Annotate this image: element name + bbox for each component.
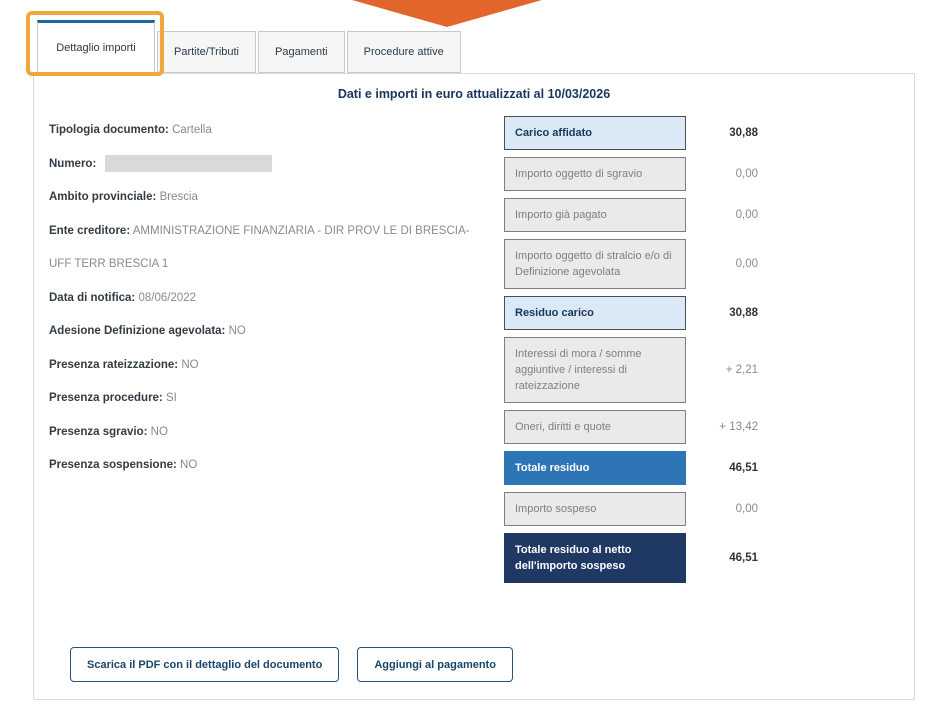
tab-procedure-attive[interactable]: Procedure attive [347, 31, 461, 73]
tab-pagamenti[interactable]: Pagamenti [258, 31, 345, 73]
amount-label: Oneri, diritti e quote [504, 410, 686, 444]
detail-value: NO [228, 325, 246, 337]
detail-value: 08/06/2022 [138, 291, 197, 304]
detail-value: AMMINISTRAZIONE FINANZIARIA - DIR PROV LE DI BRESCIA-UFF TERR BRESCIA 1 [49, 224, 470, 270]
document-details [49, 114, 489, 483]
detail-label: Presenza sospensione: [49, 459, 177, 471]
tab-bar [37, 20, 463, 73]
amount-label: Totale residuo [504, 451, 686, 485]
amount-row-gia-pagato [504, 198, 764, 232]
detail-label: Ambito provinciale: [49, 191, 157, 203]
action-buttons [70, 647, 513, 682]
detail-value: NO [181, 358, 199, 371]
amount-label: Carico affidato [504, 116, 686, 150]
amount-value: 0,00 [735, 503, 758, 515]
detail-value: Cartella [172, 124, 212, 136]
amount-value: + 13,42 [719, 421, 758, 433]
detail-label: Adesione Definizione agevolata: [49, 325, 226, 337]
detail-ente-creditore [49, 215, 489, 282]
amount-row-importo-sospeso [504, 492, 764, 526]
detail-label: Tipologia documento: [49, 124, 169, 136]
amount-value: 46,51 [729, 462, 758, 474]
detail-value: NO [150, 425, 168, 438]
amount-value: 46,51 [729, 552, 758, 564]
redacted-value-box [105, 155, 272, 172]
detail-tipologia-documento [49, 114, 489, 148]
amount-value: 30,88 [729, 307, 758, 319]
detail-numero [49, 148, 489, 182]
detail-label: Data di notifica: [49, 291, 136, 304]
detail-label: Ente creditore: [49, 224, 131, 237]
detail-presenza-sgravio [49, 416, 489, 450]
amount-label: Totale residuo al netto dell'importo sospeso [504, 533, 686, 583]
detail-ambito-provinciale [49, 181, 489, 215]
add-to-payment-button[interactable]: Aggiungi al pagamento [357, 647, 513, 682]
amount-value: 0,00 [735, 168, 758, 180]
detail-value: Brescia [159, 191, 198, 203]
amount-label: Importo oggetto di sgravio [504, 157, 686, 191]
detail-label: Numero: [49, 157, 97, 170]
detail-presenza-sospensione [49, 449, 489, 483]
detail-presenza-procedure [49, 382, 489, 416]
amount-label: Importo sospeso [504, 492, 686, 526]
tab-dettaglio-importi[interactable]: Dettaglio importi [37, 20, 155, 74]
amount-row-carico-affidato [504, 116, 764, 150]
detail-label: Presenza rateizzazione: [49, 358, 179, 371]
amount-label: Interessi di mora / somme aggiuntive / interessi di rateizzazione [504, 337, 686, 403]
amount-value: 30,88 [729, 127, 758, 139]
amount-row-totale-netto-sospeso [504, 533, 764, 583]
detail-label: Presenza sgravio: [49, 425, 148, 438]
document-detail-panel [33, 73, 915, 700]
amount-row-residuo-carico [504, 296, 764, 330]
amount-row-oneri [504, 410, 764, 444]
detail-value: NO [180, 459, 198, 471]
amount-label: Importo già pagato [504, 198, 686, 232]
detail-presenza-rateizzazione [49, 349, 489, 383]
amount-row-interessi [504, 337, 764, 403]
detail-label: Presenza procedure: [49, 392, 163, 404]
amount-label: Importo oggetto di stralcio e/o di Definizione agevolata [504, 239, 686, 289]
detail-value: SI [165, 392, 177, 404]
amount-row-sgravio [504, 157, 764, 191]
amount-row-totale-residuo [504, 451, 764, 485]
amount-value: 0,00 [735, 209, 758, 221]
detail-data-notifica [49, 282, 489, 316]
amount-value: + 2,21 [725, 364, 758, 376]
detail-adesione-definizione [49, 315, 489, 349]
amount-value: 0,00 [735, 258, 758, 270]
amount-row-stralcio [504, 239, 764, 289]
amount-label: Residuo carico [504, 296, 686, 330]
download-pdf-button[interactable]: Scarica il PDF con il dettaglio del documento [70, 647, 339, 682]
panel-title: Dati e importi in euro attualizzati al 10/03/2026 [337, 87, 611, 101]
amounts-table [504, 116, 764, 583]
tab-partite-tributi[interactable]: Partite/Tributi [157, 31, 256, 73]
